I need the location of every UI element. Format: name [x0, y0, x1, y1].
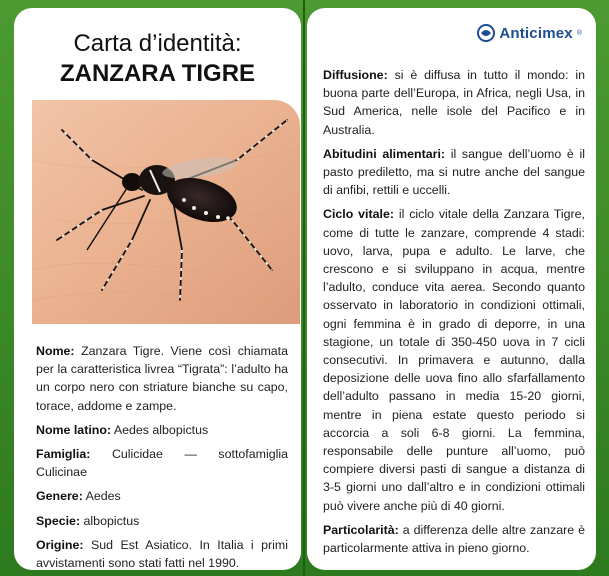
- field-label: Particolarità:: [323, 522, 399, 537]
- field-label: Nome:: [36, 344, 75, 358]
- field-label: Abitudini alimentari:: [323, 146, 446, 161]
- field-diffusione: [323, 66, 585, 139]
- brand-reg: ®: [576, 29, 582, 37]
- mosquito-photo: [32, 100, 300, 324]
- field-value: Sud Est Asiatico. In Italia i primi avvistamenti sono stati fatti nel 1990.: [36, 537, 288, 570]
- field-label: Ciclo vitale:: [323, 207, 394, 222]
- card-spine: [303, 0, 305, 576]
- brand-mark-icon: [477, 24, 495, 42]
- field-famiglia: [36, 445, 288, 481]
- field-label: Origine:: [36, 537, 84, 552]
- field-value: Aedes albopictus: [113, 422, 209, 437]
- field-ciclo-vitale: [323, 205, 585, 514]
- field-label: Diffusione:: [323, 68, 388, 82]
- field-value: Culicidae — sottofamiglia Culicinae: [36, 447, 288, 480]
- brand-name: Anticimex: [499, 24, 573, 42]
- field-specie: [36, 512, 288, 530]
- field-nome: [36, 342, 288, 415]
- card-title-line1: Carta d’identità:: [73, 30, 242, 57]
- field-label: Genere:: [36, 489, 83, 504]
- field-value: albopictus: [83, 513, 140, 528]
- right-text-column: [323, 66, 585, 563]
- card-title-line2: ZANZARA TIGRE: [59, 60, 256, 87]
- field-abitudini: [323, 145, 585, 200]
- left-text-column: [36, 342, 288, 570]
- left-panel: [14, 8, 301, 570]
- right-panel: [307, 8, 596, 570]
- field-genere: [36, 487, 288, 505]
- field-origine: [36, 536, 288, 570]
- field-particolarita: [323, 521, 585, 557]
- field-value: Aedes: [85, 489, 121, 504]
- field-value: a differenza delle altre zanzare è particolarmente attiva in pieno giorno.: [323, 522, 585, 556]
- field-nome-latino: [36, 421, 288, 439]
- field-value: si è diffusa in tutto il mondo: in buona parte dell’Europa, in Africa, negli Usa, in Sud America, nelle isole del Pacifico e in Australia.: [323, 68, 585, 137]
- field-value: Zanzara Tigre. Viene così chiamata per la caratteristica livrea “Tigrata”: l’adulto ha un corpo nero con striature bianche su capo, torace, addome e zampe.: [36, 344, 288, 413]
- field-label: Famiglia:: [36, 447, 91, 462]
- brand-logo: [477, 24, 582, 42]
- field-label: Specie:: [36, 513, 81, 528]
- field-label: Nome latino:: [36, 422, 112, 437]
- field-value: il sangue dell’uomo è il pasto prediletto, ma si nutre anche del sangue di anfibi, rettili e uccelli.: [323, 146, 585, 198]
- field-value: il ciclo vitale della Zanzara Tigre, come di tutte le zanzare, comprende 4 stadi: uovo, larva, pupa e adulto. Le larve, che crescono e si sviluppano in acqua, mentre l’adulto, conduce vita aerea. Secondo quanto osservato in laboratorio in condizioni ottimali, ogni femmina è in grado di deporre, in una stagione, un totale di 350-450 uova in 7 cicli consecutivi. In primavera e autunno, dalla deposizione delle uova fino allo sfarfallamento dell’adulto passano in media 15-20 giorni, mentre in piena estate questo periodo si accorcia a soli 6-8 giorni. La femmina, responsabile delle punture all’uomo, può compiere diversi pasti di sangue a distanza di 3-5 giorni uno dall’altro e in condizioni ottimali può vivere anche più di 40 giorni.: [323, 207, 585, 513]
